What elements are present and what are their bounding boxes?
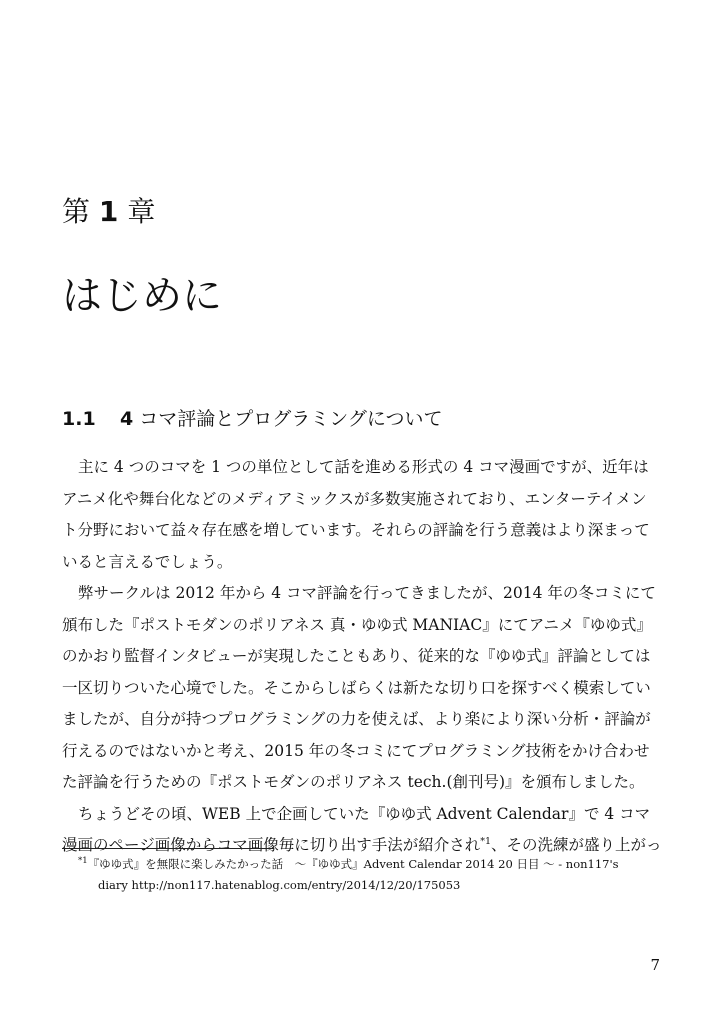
paragraph-3 — [62, 799, 662, 862]
section-title-rest: コマ評論とプログラミングについて — [133, 408, 443, 430]
section-title — [120, 408, 443, 430]
paragraph-1: 主に 4 つのコマを 1 つの単位として話を進める形式の 4 コマ漫画ですが、近年はアニメ化や舞台化などのメディアミックスが多数実施されており、エンターテイメント分野において益々存在感を増しています。それらの評論を行う意義はより深まっていると言えるでしょう。 — [62, 458, 650, 571]
chapter-suffix: 章 — [127, 195, 156, 228]
body-text — [62, 452, 662, 862]
footnote — [78, 854, 664, 896]
footnote-line-1 — [78, 854, 664, 875]
footnote-line-2: diary http://non117.hatenablog.com/entry/2014/12/20/175053 — [98, 878, 461, 892]
chapter-title: はじめに — [62, 273, 222, 319]
paragraph-2: 弊サークルは 2012 年から 4 コマ評論を行ってきましたが、2014 年の冬コミにて頒布した『ポストモダンのポリアネス 真・ゆゆ式 MANIAC』にてアニメ『ゆゆ式』のかおり監督インタビューが実現したこともあり、従来的な『ゆゆ式』評論としては一区切りついた心境でした。そこからしばらくは新たな切り口を探すべく模索していましたが、自分が持つプログラミングの力を使えば、より楽により深い分析・評論が行えるのではないかと考え、2015 年の冬コミにてプログラミング技術をかけ合わせた評論を行うための『ポストモダンのポリアネス tech.(創刊号)』を頒布しました。 — [62, 584, 656, 791]
paragraph-3-text-after: 、その洗練が盛り上がっ — [491, 836, 662, 854]
section-title-lead: 4 — [120, 408, 134, 430]
chapter-number: 1 — [98, 195, 119, 228]
section-heading — [62, 405, 443, 433]
page-number: 7 — [650, 956, 660, 974]
section-number: 1.1 — [62, 408, 96, 430]
paragraph-3-text-before: ちょうどその頃、WEB 上で企画していた『ゆゆ式 Advent Calendar』で 4 コマ漫画のページ画像からコマ画像毎に切り出す手法が紹介され — [62, 804, 651, 854]
footnote-divider — [62, 848, 274, 849]
chapter-label — [62, 194, 155, 230]
chapter-prefix: 第 — [62, 195, 91, 228]
footnote-text: 『ゆゆ式』を無限に楽しみたかった話 〜『ゆゆ式』Advent Calendar 2014 20 日目 〜 - non117's — [87, 857, 619, 871]
footnote-mark: *1 — [78, 856, 88, 867]
footnote-reference-link[interactable]: *1 — [480, 835, 491, 847]
